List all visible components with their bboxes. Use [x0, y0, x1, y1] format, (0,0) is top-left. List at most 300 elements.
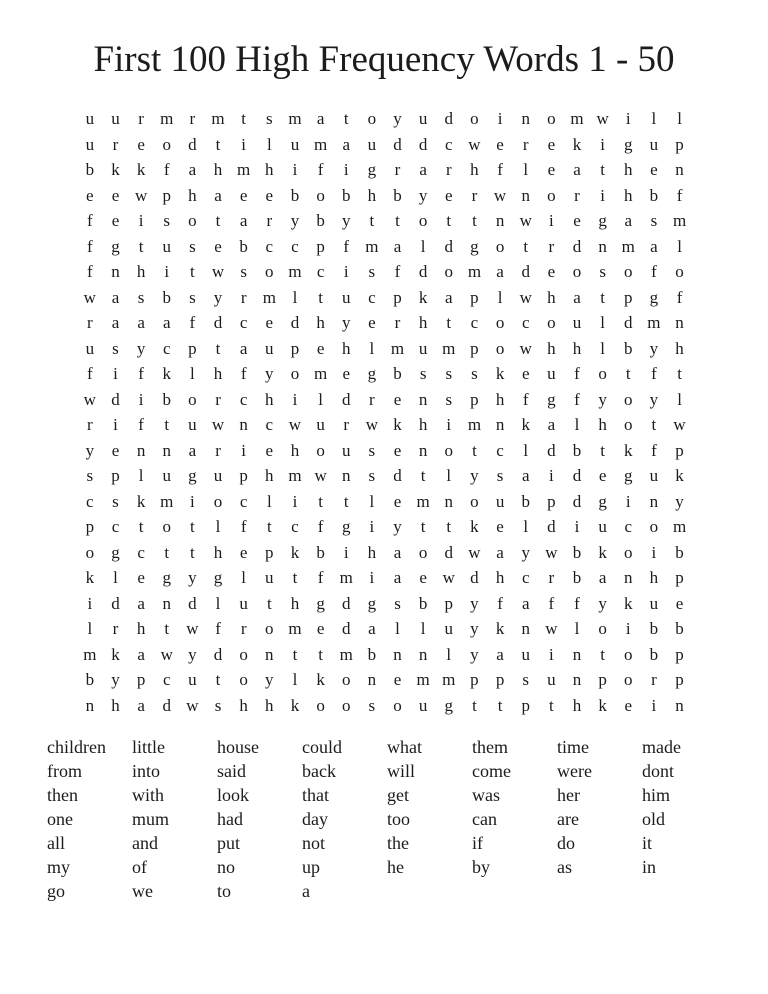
grid-letter-r12-c9: i — [292, 389, 298, 409]
grid-letter-r15-c13: d — [393, 466, 402, 486]
grid-letter-r3-c14: a — [419, 160, 427, 180]
word-list-item: he — [387, 857, 404, 877]
grid-letter-r13-c5: u — [188, 415, 197, 435]
grid-letter-r8-c11: u — [341, 287, 351, 307]
grid-letter-r6-c23: a — [650, 236, 658, 256]
grid-letter-r14-c15: o — [444, 440, 454, 460]
grid-letter-r2-c8: l — [266, 134, 272, 154]
grid-letter-r20-c12: g — [367, 593, 377, 613]
grid-letter-r2-c3: e — [137, 134, 145, 154]
grid-letter-r11-c22: t — [625, 364, 631, 384]
grid-letter-r23-c23: r — [651, 670, 657, 690]
grid-letter-r20-c5: d — [188, 593, 197, 613]
grid-letter-r13-c22: o — [624, 415, 633, 435]
grid-letter-r20-c24: e — [675, 593, 684, 613]
grid-letter-r20-c7: u — [239, 593, 248, 613]
grid-letter-r18-c7: e — [239, 542, 248, 562]
grid-letter-r19-c18: c — [521, 568, 530, 588]
grid-letter-r19-c15: w — [442, 568, 455, 588]
word-list-item: will — [387, 761, 416, 781]
grid-letter-r2-c4: o — [162, 134, 171, 154]
grid-letter-r13-c9: w — [288, 415, 302, 435]
grid-letter-r1-c22: i — [625, 109, 631, 129]
grid-letter-r11-c6: h — [213, 364, 223, 384]
grid-letter-r4-c4: p — [162, 185, 171, 205]
grid-letter-r8-c1: w — [83, 287, 96, 307]
word-list-item: day — [302, 809, 328, 829]
grid-letter-r16-c19: p — [547, 491, 556, 511]
grid-letter-r18-c11: i — [343, 542, 349, 562]
grid-letter-r4-c21: i — [600, 185, 605, 205]
grid-letter-r7-c12: s — [368, 262, 376, 282]
grid-letter-r16-c11: t — [343, 491, 349, 511]
grid-letter-r10-c16: p — [470, 338, 479, 358]
grid-letter-r15-c18: a — [521, 466, 530, 486]
grid-letter-r14-c20: b — [572, 440, 582, 460]
grid-letter-r17-c10: f — [317, 517, 324, 537]
word-list-item: house — [217, 737, 259, 757]
grid-letter-r17-c20: i — [574, 517, 580, 537]
grid-letter-r5-c4: s — [163, 211, 171, 231]
grid-letter-r1-c4: m — [160, 109, 174, 129]
grid-letter-r23-c1: b — [85, 670, 95, 690]
grid-letter-r24-c2: h — [111, 695, 120, 715]
grid-letter-r20-c11: d — [341, 593, 351, 613]
grid-letter-r4-c9: b — [290, 185, 300, 205]
grid-letter-r24-c6: s — [214, 695, 222, 715]
grid-letter-r9-c20: u — [572, 313, 582, 333]
grid-letter-r7-c8: o — [265, 262, 274, 282]
grid-letter-r9-c4: a — [162, 313, 171, 333]
grid-letter-r21-c13: l — [395, 619, 400, 639]
grid-letter-r22-c22: o — [624, 644, 633, 664]
grid-letter-r16-c10: t — [318, 491, 323, 511]
grid-letter-r14-c10: o — [316, 440, 325, 460]
grid-letter-r23-c14: m — [416, 670, 430, 690]
grid-letter-r2-c5: d — [188, 134, 197, 154]
grid-letter-r6-c2: g — [111, 236, 120, 256]
grid-letter-r19-c13: a — [393, 568, 402, 588]
grid-letter-r7-c21: s — [599, 262, 606, 282]
grid-letter-r12-c8: h — [265, 389, 274, 409]
grid-letter-r7-c4: i — [164, 262, 170, 282]
word-list-item: a — [302, 881, 310, 901]
grid-letter-r16-c15: n — [444, 491, 454, 511]
grid-letter-r6-c18: t — [523, 236, 529, 256]
grid-letter-r3-c9: i — [292, 160, 298, 180]
grid-letter-r20-c16: y — [470, 593, 479, 613]
grid-letter-r3-c17: f — [497, 160, 503, 180]
word-list-item: all — [47, 833, 65, 853]
grid-letter-r2-c16: w — [468, 134, 481, 154]
grid-letter-r17-c21: u — [598, 517, 607, 537]
grid-letter-r17-c17: e — [496, 517, 504, 537]
grid-letter-r10-c2: s — [112, 338, 119, 358]
grid-letter-r8-c10: t — [318, 287, 323, 307]
grid-letter-r3-c24: n — [675, 160, 684, 180]
grid-letter-r12-c11: d — [341, 389, 351, 409]
grid-letter-r19-c3: e — [137, 568, 145, 588]
grid-letter-r18-c14: o — [418, 542, 428, 562]
grid-letter-r21-c18: n — [521, 619, 530, 639]
grid-letter-r16-c5: i — [190, 491, 195, 511]
grid-letter-r22-c13: n — [393, 644, 402, 664]
word-list-item: as — [557, 857, 572, 877]
grid-letter-r20-c14: b — [418, 593, 428, 613]
grid-letter-r3-c3: k — [136, 160, 146, 180]
grid-letter-r16-c13: e — [393, 491, 402, 511]
grid-letter-r13-c13: k — [393, 415, 402, 435]
grid-letter-r5-c12: t — [369, 211, 375, 231]
grid-letter-r16-c24: y — [675, 491, 684, 511]
grid-letter-r24-c7: h — [239, 695, 248, 715]
grid-letter-r9-c17: o — [495, 313, 505, 333]
grid-letter-r16-c6: o — [213, 491, 223, 511]
grid-letter-r4-c22: h — [624, 185, 633, 205]
grid-letter-r24-c19: t — [548, 695, 554, 715]
grid-letter-r11-c1: f — [86, 364, 93, 384]
grid-letter-r5-c24: m — [672, 211, 687, 231]
word-list-item: by — [472, 857, 490, 877]
grid-letter-r23-c22: o — [624, 670, 633, 690]
grid-letter-r17-c4: o — [162, 517, 171, 537]
word-list-item: mum — [132, 809, 170, 829]
grid-letter-r1-c5: r — [189, 109, 196, 129]
grid-letter-r9-c8: e — [265, 313, 274, 333]
grid-letter-r22-c1: m — [83, 644, 97, 664]
grid-letter-r5-c1: f — [86, 211, 93, 231]
grid-letter-r14-c16: t — [472, 440, 477, 460]
grid-letter-r12-c22: o — [624, 389, 633, 409]
grid-letter-r7-c3: h — [136, 262, 146, 282]
grid-letter-r24-c22: e — [624, 695, 633, 715]
grid-letter-r22-c15: l — [446, 644, 452, 664]
grid-letter-r4-c17: w — [493, 185, 507, 205]
word-list-item: not — [302, 833, 326, 853]
grid-letter-r7-c18: d — [521, 262, 530, 282]
grid-letter-r4-c24: f — [676, 185, 683, 205]
grid-letter-r18-c2: g — [111, 542, 120, 562]
grid-letter-r17-c16: k — [470, 517, 479, 537]
grid-letter-r23-c21: p — [598, 670, 607, 690]
grid-letter-r14-c8: e — [265, 440, 274, 460]
grid-letter-r6-c7: b — [239, 236, 248, 256]
grid-letter-r16-c23: n — [649, 491, 659, 511]
grid-letter-r19-c24: p — [675, 568, 684, 588]
grid-letter-r14-c9: h — [290, 440, 300, 460]
word-list-item: him — [642, 785, 671, 805]
grid-letter-r22-c3: a — [137, 644, 145, 664]
grid-letter-r11-c4: k — [162, 364, 171, 384]
grid-letter-r20-c3: a — [137, 593, 145, 613]
grid-letter-r3-c22: h — [624, 160, 633, 180]
grid-letter-r14-c6: r — [215, 440, 221, 460]
grid-letter-r23-c11: o — [341, 670, 351, 690]
grid-letter-r17-c18: l — [523, 517, 529, 537]
grid-letter-r14-c14: n — [418, 440, 428, 460]
grid-letter-r18-c19: w — [545, 542, 558, 562]
grid-letter-r24-c21: k — [598, 695, 607, 715]
word-list-item: were — [557, 761, 592, 781]
grid-letter-r19-c4: g — [162, 568, 171, 588]
grid-letter-r9-c13: r — [394, 313, 401, 333]
grid-letter-r24-c11: o — [341, 695, 351, 715]
grid-letter-r24-c9: k — [290, 695, 300, 715]
grid-letter-r18-c3: c — [137, 542, 145, 562]
grid-letter-r12-c4: b — [162, 389, 171, 409]
grid-letter-r10-c14: u — [418, 338, 428, 358]
grid-letter-r10-c24: h — [675, 338, 684, 358]
grid-letter-r10-c20: h — [572, 338, 582, 358]
grid-letter-r15-c12: s — [368, 466, 376, 486]
grid-letter-r19-c17: h — [495, 568, 505, 588]
grid-letter-r21-c14: l — [420, 619, 426, 639]
grid-letter-r12-c7: c — [239, 389, 248, 409]
grid-letter-r7-c9: m — [288, 262, 302, 282]
grid-letter-r1-c7: t — [241, 109, 247, 129]
grid-letter-r18-c15: d — [444, 542, 454, 562]
grid-letter-r16-c14: m — [416, 491, 430, 511]
grid-letter-r21-c22: i — [625, 619, 631, 639]
grid-letter-r9-c5: f — [189, 313, 196, 333]
grid-letter-r9-c14: h — [418, 313, 428, 333]
grid-letter-r15-c6: u — [213, 466, 223, 486]
grid-letter-r7-c16: m — [467, 262, 482, 282]
grid-letter-r11-c23: f — [651, 364, 657, 384]
grid-letter-r15-c5: g — [188, 466, 197, 486]
grid-letter-r13-c10: u — [316, 415, 325, 435]
grid-letter-r23-c15: m — [442, 670, 456, 690]
grid-letter-r16-c3: k — [136, 491, 146, 511]
grid-letter-r22-c14: n — [418, 644, 428, 664]
grid-letter-r20-c6: l — [215, 593, 221, 613]
grid-letter-r14-c19: d — [547, 440, 556, 460]
grid-letter-r5-c20: e — [573, 211, 581, 231]
grid-letter-r10-c9: p — [290, 338, 300, 358]
grid-letter-r19-c8: u — [265, 568, 274, 588]
grid-letter-r7-c23: f — [651, 262, 657, 282]
grid-letter-r12-c16: p — [470, 389, 479, 409]
grid-letter-r17-c7: f — [240, 517, 247, 537]
grid-letter-r8-c21: t — [600, 287, 605, 307]
word-list-item: and — [132, 833, 158, 853]
word-list-item: made — [642, 737, 681, 757]
grid-letter-r5-c8: r — [266, 211, 273, 231]
grid-letter-r8-c18: w — [519, 287, 532, 307]
grid-letter-r7-c20: o — [572, 262, 582, 282]
grid-letter-r23-c18: s — [522, 670, 530, 690]
grid-letter-r4-c6: a — [214, 185, 222, 205]
grid-letter-r1-c20: m — [570, 109, 584, 129]
grid-letter-r2-c6: t — [215, 134, 221, 154]
grid-letter-r22-c16: y — [470, 644, 479, 664]
grid-letter-r2-c14: d — [418, 134, 428, 154]
grid-letter-r1-c10: a — [316, 109, 325, 129]
grid-letter-r20-c20: f — [574, 593, 580, 613]
grid-letter-r6-c20: d — [572, 236, 582, 256]
grid-letter-r15-c2: p — [111, 466, 120, 486]
grid-letter-r6-c16: g — [470, 236, 479, 256]
word-list-item: it — [642, 833, 653, 853]
grid-letter-r24-c16: t — [472, 695, 477, 715]
grid-letter-r11-c2: i — [113, 364, 118, 384]
grid-letter-r5-c16: t — [472, 211, 477, 231]
grid-letter-r10-c17: o — [495, 338, 505, 358]
grid-letter-r8-c23: g — [649, 287, 659, 307]
grid-letter-r19-c1: k — [85, 568, 95, 588]
grid-letter-r21-c19: w — [545, 619, 558, 639]
word-list-item: children — [47, 737, 106, 757]
grid-letter-r17-c9: c — [291, 517, 299, 537]
grid-letter-r13-c14: h — [418, 415, 428, 435]
grid-letter-r14-c13: e — [393, 440, 402, 460]
grid-letter-r13-c16: m — [467, 415, 482, 435]
grid-letter-r23-c5: u — [188, 670, 197, 690]
word-list-item: time — [557, 737, 589, 757]
word-list-item: had — [217, 809, 243, 829]
grid-letter-r8-c12: c — [368, 287, 376, 307]
word-list-item: with — [132, 785, 165, 805]
grid-letter-r10-c12: l — [369, 338, 375, 358]
grid-letter-r12-c5: o — [188, 389, 197, 409]
grid-letter-r23-c6: t — [215, 670, 221, 690]
word-list-item: old — [642, 809, 666, 829]
grid-letter-r16-c2: s — [112, 491, 119, 511]
word-list-item: my — [47, 857, 71, 877]
grid-letter-r8-c13: p — [393, 287, 402, 307]
grid-letter-r2-c7: i — [241, 134, 247, 154]
grid-letter-r1-c8: s — [265, 109, 273, 129]
grid-letter-r14-c17: c — [496, 440, 504, 460]
grid-letter-r17-c15: t — [446, 517, 452, 537]
grid-letter-r17-c12: i — [369, 517, 375, 537]
grid-letter-r18-c16: w — [468, 542, 481, 562]
grid-letter-r2-c17: e — [496, 134, 504, 154]
grid-letter-r12-c23: y — [649, 389, 659, 409]
word-list-column-6 — [472, 735, 557, 879]
grid-letter-r21-c4: t — [164, 619, 170, 639]
word-list-item: do — [557, 833, 575, 853]
grid-letter-r17-c14: t — [420, 517, 426, 537]
word-list-item: her — [557, 785, 580, 805]
grid-letter-r23-c20: n — [572, 670, 582, 690]
grid-letter-r11-c10: m — [313, 364, 328, 384]
grid-letter-r24-c8: h — [265, 695, 274, 715]
word-list-item: if — [472, 833, 483, 853]
grid-letter-r19-c21: a — [598, 568, 607, 588]
grid-letter-r16-c22: i — [625, 491, 631, 511]
word-list-item: go — [47, 881, 65, 901]
word-list-item: then — [47, 785, 78, 805]
grid-letter-r8-c4: b — [162, 287, 171, 307]
grid-letter-r8-c2: a — [111, 287, 120, 307]
grid-letter-r12-c20: f — [574, 389, 580, 409]
word-list-item: into — [132, 761, 161, 781]
grid-letter-r20-c8: t — [266, 593, 272, 613]
grid-letter-r9-c6: d — [213, 313, 223, 333]
grid-letter-r23-c9: l — [292, 670, 298, 690]
grid-letter-r11-c16: s — [471, 364, 478, 384]
word-list-item: we — [132, 881, 153, 901]
grid-letter-r3-c7: m — [237, 160, 251, 180]
grid-letter-r19-c14: e — [419, 568, 427, 588]
grid-letter-r13-c19: a — [547, 415, 556, 435]
grid-letter-r18-c12: h — [367, 542, 377, 562]
grid-letter-r3-c8: h — [265, 160, 274, 180]
grid-letter-r20-c10: g — [316, 593, 325, 613]
grid-letter-r15-c24: k — [675, 466, 684, 486]
grid-letter-r22-c7: o — [239, 644, 248, 664]
grid-letter-r7-c24: o — [675, 262, 684, 282]
page-title: First 100 High Frequency Words 1 - 50 — [93, 39, 675, 80]
word-list-item: back — [302, 761, 336, 781]
word-list-item: little — [132, 737, 165, 757]
grid-letter-r9-c16: c — [470, 313, 479, 333]
grid-letter-r22-c5: y — [188, 644, 197, 664]
grid-letter-r21-c8: o — [265, 619, 274, 639]
grid-letter-r14-c21: t — [600, 440, 605, 460]
grid-letter-r24-c12: s — [368, 695, 376, 715]
wordsearch-grid — [77, 106, 692, 718]
grid-letter-r2-c19: e — [547, 134, 556, 154]
word-list-column-3 — [217, 735, 302, 903]
grid-letter-r9-c2: a — [111, 313, 120, 333]
grid-letter-r10-c8: u — [265, 338, 274, 358]
grid-letter-r5-c17: n — [495, 211, 505, 231]
grid-letter-r5-c11: y — [341, 211, 351, 231]
grid-letter-r10-c5: p — [188, 338, 197, 358]
grid-letter-r4-c12: h — [367, 185, 377, 205]
grid-letter-r5-c10: b — [316, 211, 325, 231]
grid-letter-r15-c9: m — [288, 466, 302, 486]
grid-letter-r7-c5: t — [190, 262, 195, 282]
grid-letter-r7-c19: e — [547, 262, 556, 282]
grid-letter-r15-c19: i — [548, 466, 554, 486]
grid-letter-r23-c17: p — [495, 670, 505, 690]
grid-letter-r23-c4: c — [162, 670, 171, 690]
grid-letter-r18-c9: k — [290, 542, 300, 562]
grid-letter-r11-c24: t — [677, 364, 682, 384]
grid-letter-r22-c24: p — [675, 644, 684, 664]
grid-letter-r6-c21: n — [598, 236, 607, 256]
grid-letter-r12-c13: e — [393, 389, 402, 409]
word-list-item: in — [642, 857, 657, 877]
grid-letter-r17-c23: o — [649, 517, 659, 537]
grid-letter-r24-c4: d — [162, 695, 171, 715]
grid-letter-r1-c16: o — [470, 109, 479, 129]
grid-letter-r23-c24: p — [675, 670, 684, 690]
grid-letter-r23-c16: p — [470, 670, 479, 690]
grid-letter-r13-c8: c — [265, 415, 274, 435]
grid-letter-r6-c6: e — [214, 236, 222, 256]
grid-letter-r2-c1: u — [85, 134, 95, 154]
grid-letter-r19-c9: t — [292, 568, 298, 588]
grid-letter-r1-c14: u — [418, 109, 428, 129]
grid-letter-r3-c23: e — [650, 160, 658, 180]
grid-letter-r12-c10: l — [318, 389, 323, 409]
grid-letter-r1-c23: l — [651, 109, 657, 129]
grid-letter-r20-c4: n — [162, 593, 171, 613]
grid-letter-r22-c9: t — [292, 644, 298, 664]
grid-letter-r1-c2: u — [111, 109, 120, 129]
word-list-item: from — [47, 761, 82, 781]
grid-letter-r24-c1: n — [85, 695, 95, 715]
grid-letter-r15-c7: p — [239, 466, 248, 486]
grid-letter-r9-c18: c — [521, 313, 530, 333]
grid-letter-r8-c22: p — [624, 287, 633, 307]
grid-letter-r4-c3: w — [134, 185, 148, 205]
grid-letter-r14-c24: p — [675, 440, 684, 460]
